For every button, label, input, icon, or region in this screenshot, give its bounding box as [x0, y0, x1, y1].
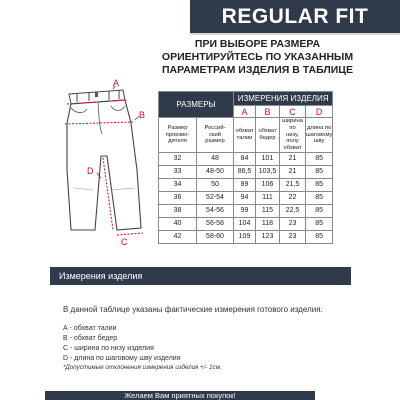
size-table — [158, 91, 333, 244]
table-cell: 106 — [256, 178, 280, 191]
table-cell: 56-58 — [197, 217, 234, 230]
table-cell: 21 — [280, 152, 306, 165]
col-russian-line-3: размер — [205, 138, 225, 145]
measurements-title-bar — [50, 267, 351, 285]
table-cell: 109 — [234, 230, 256, 243]
col-manufacturer-size — [159, 118, 197, 153]
jeans-measurement-diagram-icon — [55, 78, 155, 248]
table-cell: 23 — [280, 217, 306, 230]
table-row — [159, 152, 333, 165]
table-cell: 86,5 — [234, 165, 256, 178]
table-cell: 23 — [280, 230, 306, 243]
table-cell: 123 — [256, 230, 280, 243]
col-waist-line-1: обхват — [235, 128, 254, 135]
table-cell: 94 — [234, 191, 256, 204]
col-manufacturer-line-3: дителя — [168, 138, 187, 145]
table-cell: 85 — [306, 191, 333, 204]
col-manufacturer-line-2: произво- — [165, 131, 190, 138]
table-row — [159, 204, 333, 217]
col-letter-b: B — [256, 106, 280, 118]
button — [95, 92, 98, 97]
measurements-note: В данной таблице указаны фактические измерения готового изделия. — [63, 305, 323, 314]
intro-line-2: ОРИЕНТИРУЙТЕСЬ ПО УКАЗАННЫМ — [161, 51, 354, 63]
table-cell: 85 — [306, 204, 333, 217]
footer-bar — [45, 391, 315, 400]
label-a: A — [113, 78, 120, 88]
table-cell: 21 — [280, 165, 306, 178]
table-cell: 115 — [256, 204, 280, 217]
table-cell: 118 — [256, 217, 280, 230]
table-cell: 104 — [234, 217, 256, 230]
col-hem-line-2: низу, полу — [286, 131, 299, 145]
table-row — [159, 178, 333, 191]
legend-item-c: С - ширина по низу изделия — [63, 345, 154, 352]
col-hem-line-1: ширина по — [282, 118, 303, 131]
table-cell: 85 — [306, 217, 333, 230]
measurements-legend — [63, 324, 180, 364]
table-cell: 84 — [234, 152, 256, 165]
col-inseam — [306, 118, 333, 153]
table-cell: 58-60 — [197, 230, 234, 243]
col-hips-line-1: обхват — [258, 128, 277, 135]
table-cell: 101 — [256, 152, 280, 165]
col-hips — [256, 118, 280, 153]
legend-item-b: В - обхват бедер — [63, 335, 118, 342]
col-inseam-line-3: шву — [313, 138, 325, 145]
table-cell: 48-50 — [197, 165, 234, 178]
col-hem-line-3: обхват — [283, 145, 302, 152]
label-c: C — [121, 237, 128, 247]
table-cell: 111 — [256, 191, 280, 204]
col-hips-line-2: бедер — [259, 134, 276, 141]
legend-item-d: D - длина по шаговому шву изделия — [63, 355, 181, 362]
table-cell: 33 — [159, 165, 197, 178]
measurements-header: ИЗМЕРЕНИЯ ИЗДЕЛИЯ — [234, 92, 333, 106]
label-b: B — [139, 110, 146, 120]
legend-item-a: А - обхват талии — [63, 325, 117, 332]
table-cell: 22 — [280, 191, 306, 204]
col-inseam-line-2: шаговому — [306, 131, 333, 138]
table-cell: 21,5 — [280, 178, 306, 191]
table-cell: 85 — [306, 152, 333, 165]
table-row — [159, 165, 333, 178]
table-row — [159, 230, 333, 243]
intro-line-1: ПРИ ВЫБОРЕ РАЗМЕРА — [194, 38, 321, 50]
label-d: D — [87, 166, 94, 176]
table-cell: 34 — [159, 178, 197, 191]
col-russian-line-2: ский — [209, 131, 221, 138]
table-cell: 99 — [234, 204, 256, 217]
sizes-header: РАЗМЕРЫ — [159, 92, 234, 118]
table-cell: 52-54 — [197, 191, 234, 204]
intro-heading — [100, 38, 400, 77]
table-cell: 85 — [306, 165, 333, 178]
table-cell: 54-56 — [197, 204, 234, 217]
col-russian-line-1: Россий- — [204, 124, 226, 131]
col-russian-size — [197, 118, 234, 153]
col-hem-width — [280, 118, 306, 153]
table-cell: 103,5 — [256, 165, 280, 178]
table-cell: 89 — [234, 178, 256, 191]
col-letter-c: C — [280, 106, 306, 118]
col-letter-d: D — [306, 106, 333, 118]
col-letter-a: A — [234, 106, 256, 118]
brand-divider — [190, 33, 400, 35]
col-waist — [234, 118, 256, 153]
col-waist-line-2: талии — [236, 134, 253, 141]
table-cell: 48 — [197, 152, 234, 165]
table-cell: 36 — [159, 191, 197, 204]
col-inseam-line-1: длина по — [306, 124, 332, 131]
table-cell: 32 — [159, 152, 197, 165]
table-cell: 42 — [159, 230, 197, 243]
measurements-title: Измерения изделия — [59, 271, 143, 281]
hem-guide-line — [117, 233, 143, 235]
brand-title: REGULAR FIT — [190, 0, 400, 33]
table-cell: 40 — [159, 217, 197, 230]
table-cell: 85 — [306, 230, 333, 243]
col-manufacturer-line-1: Размер — [167, 124, 188, 131]
footer-text: Желаем Вам приятных покупок! — [124, 391, 236, 400]
table-cell: 38 — [159, 204, 197, 217]
intro-line-3: ПАРАМЕТРАМ ИЗДЕЛИЯ В ТАБЛИЦЕ — [162, 64, 353, 76]
table-cell: 50 — [197, 178, 234, 191]
table-cell: 85 — [306, 178, 333, 191]
table-cell: 22,5 — [280, 204, 306, 217]
tolerance-footnote: *Допустимые отклонения измерения изделия +/- 1см. — [63, 364, 222, 371]
table-row — [159, 191, 333, 204]
table-row — [159, 217, 333, 230]
